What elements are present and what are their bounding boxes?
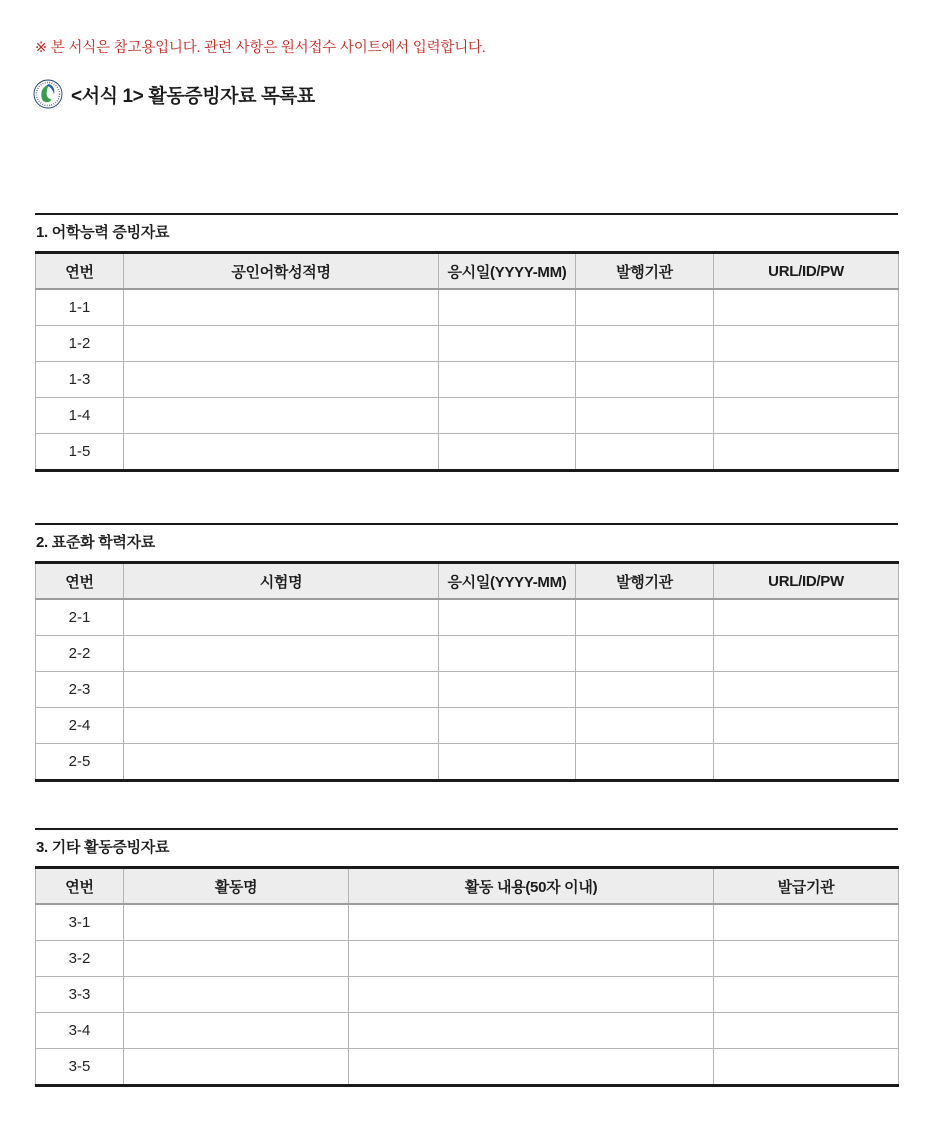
row-number-cell: 2-4 (36, 708, 124, 744)
empty-cell (124, 289, 439, 326)
empty-cell (714, 636, 899, 672)
row-number-cell: 2-1 (36, 599, 124, 636)
section-title: 3. 기타 활동증빙자료 (36, 839, 170, 856)
row-number-cell: 1-1 (36, 289, 124, 326)
row-number-cell: 3-1 (36, 904, 124, 941)
table-row (36, 1049, 899, 1086)
empty-cell (439, 434, 576, 471)
empty-cell (576, 708, 714, 744)
empty-cell (124, 1013, 349, 1049)
empty-cell (576, 636, 714, 672)
empty-cell (576, 362, 714, 398)
column-header: 활동 내용(50자 이내) (349, 868, 714, 905)
table-row (36, 941, 899, 977)
empty-cell (124, 636, 439, 672)
empty-cell (714, 599, 899, 636)
header-row (36, 563, 899, 600)
other-activities-table (35, 866, 899, 1087)
table-row (36, 362, 899, 398)
table-row (36, 708, 899, 744)
empty-cell (124, 434, 439, 471)
table-row (36, 636, 899, 672)
empty-cell (576, 599, 714, 636)
empty-cell (124, 708, 439, 744)
section-title: 1. 어학능력 증빙자료 (36, 224, 170, 241)
empty-cell (576, 289, 714, 326)
row-number-cell: 2-2 (36, 636, 124, 672)
empty-cell (576, 326, 714, 362)
language-proficiency-table (35, 251, 899, 472)
empty-cell (439, 744, 576, 781)
table-row (36, 904, 899, 941)
empty-cell (124, 672, 439, 708)
empty-cell (714, 744, 899, 781)
empty-cell (439, 326, 576, 362)
empty-cell (714, 672, 899, 708)
table-row (36, 289, 899, 326)
table-row (36, 977, 899, 1013)
row-number-cell: 3-5 (36, 1049, 124, 1086)
empty-cell (124, 1049, 349, 1086)
empty-cell (124, 326, 439, 362)
empty-cell (714, 289, 899, 326)
empty-cell (714, 941, 899, 977)
document-title-label: 활동증빙자료 목록표 (148, 85, 315, 107)
empty-cell (439, 289, 576, 326)
table-row (36, 744, 899, 781)
empty-cell (576, 434, 714, 471)
empty-cell (349, 941, 714, 977)
empty-cell (714, 1049, 899, 1086)
row-number-cell: 2-3 (36, 672, 124, 708)
column-header: 발행기관 (576, 253, 714, 290)
table-row (36, 672, 899, 708)
empty-cell (124, 362, 439, 398)
empty-cell (439, 398, 576, 434)
empty-cell (714, 977, 899, 1013)
form-tag-label: <서식 1> (71, 85, 144, 107)
empty-cell (439, 672, 576, 708)
empty-cell (714, 434, 899, 471)
table-row (36, 434, 899, 471)
empty-cell (439, 636, 576, 672)
row-number-cell: 2-5 (36, 744, 124, 781)
empty-cell (576, 398, 714, 434)
column-header: 연번 (36, 253, 124, 290)
empty-cell (124, 977, 349, 1013)
page-title (71, 81, 315, 108)
row-number-cell: 3-3 (36, 977, 124, 1013)
column-header: 시험명 (124, 563, 439, 600)
column-header: URL/ID/PW (714, 253, 899, 290)
row-number-cell: 1-3 (36, 362, 124, 398)
empty-cell (714, 398, 899, 434)
column-header: 연번 (36, 563, 124, 600)
header-row (36, 868, 899, 905)
standardized-academic-table (35, 561, 899, 782)
section-title: 2. 표준화 학력자료 (36, 534, 155, 551)
empty-cell (124, 941, 349, 977)
empty-cell (349, 1013, 714, 1049)
table-row (36, 599, 899, 636)
empty-cell (349, 904, 714, 941)
column-header: URL/ID/PW (714, 563, 899, 600)
empty-cell (714, 362, 899, 398)
column-header: 공인어학성적명 (124, 253, 439, 290)
table-row (36, 1013, 899, 1049)
empty-cell (439, 362, 576, 398)
empty-cell (439, 708, 576, 744)
row-number-cell: 3-4 (36, 1013, 124, 1049)
section-other-activities (35, 828, 898, 1087)
empty-cell (714, 708, 899, 744)
empty-cell (124, 398, 439, 434)
row-number-cell: 1-4 (36, 398, 124, 434)
document-header (33, 79, 315, 109)
empty-cell (349, 977, 714, 1013)
university-emblem-icon (33, 79, 63, 109)
row-number-cell: 3-2 (36, 941, 124, 977)
header-row (36, 253, 899, 290)
empty-cell (576, 672, 714, 708)
section-language-proficiency (35, 213, 898, 472)
section-standardized-academic (35, 523, 898, 782)
empty-cell (439, 599, 576, 636)
row-number-cell: 1-2 (36, 326, 124, 362)
column-header: 발급기관 (714, 868, 899, 905)
empty-cell (714, 1013, 899, 1049)
row-number-cell: 1-5 (36, 434, 124, 471)
table-row (36, 398, 899, 434)
column-header: 연번 (36, 868, 124, 905)
column-header: 활동명 (124, 868, 349, 905)
column-header: 응시일(YYYY-MM) (439, 253, 576, 290)
empty-cell (714, 326, 899, 362)
empty-cell (714, 904, 899, 941)
table-row (36, 326, 899, 362)
reference-notice-text: ※ 본 서식은 참고용입니다. 관련 사항은 원서접수 사이트에서 입력합니다. (35, 40, 486, 56)
empty-cell (349, 1049, 714, 1086)
column-header: 발행기관 (576, 563, 714, 600)
empty-cell (124, 904, 349, 941)
column-header: 응시일(YYYY-MM) (439, 563, 576, 600)
empty-cell (124, 599, 439, 636)
empty-cell (576, 744, 714, 781)
empty-cell (124, 744, 439, 781)
